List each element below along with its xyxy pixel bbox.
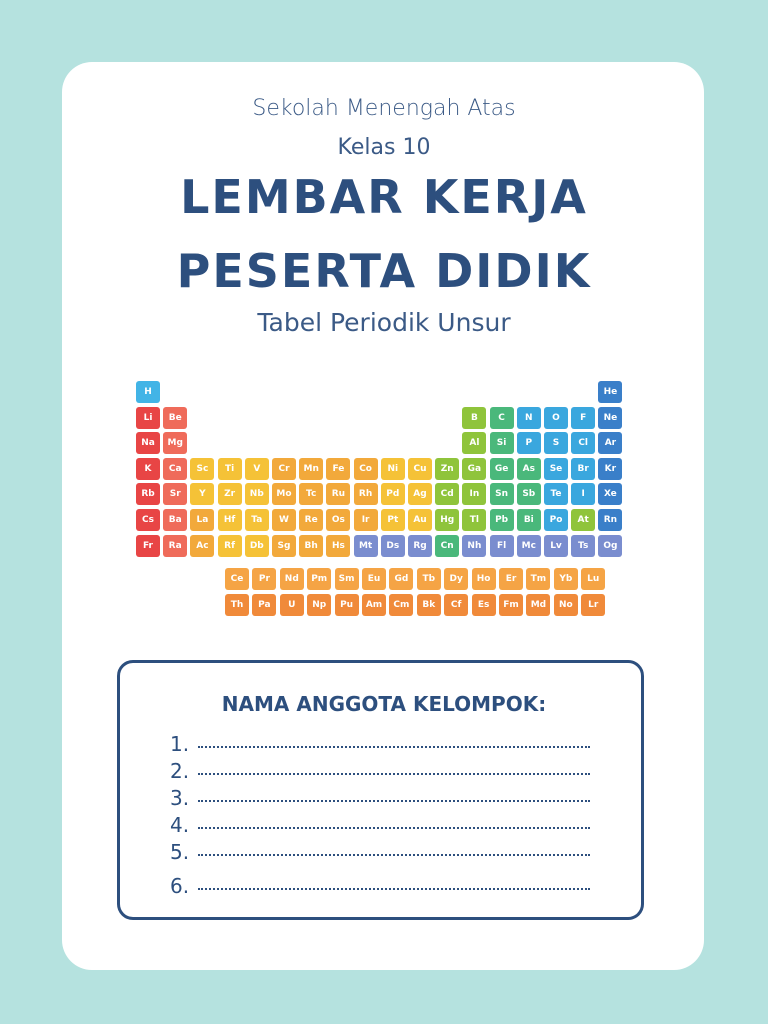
- element-pt: Pt: [381, 509, 405, 531]
- element-hg: Hg: [435, 509, 459, 531]
- element-ce: Ce: [225, 568, 249, 590]
- element-at: At: [571, 509, 595, 531]
- element-ar: Ar: [598, 432, 622, 454]
- element-rb: Rb: [136, 483, 160, 505]
- element-na: Na: [136, 432, 160, 454]
- title-line-2: PESERTA DIDIK: [176, 244, 592, 298]
- element-ra: Ra: [163, 535, 187, 557]
- element-os: Os: [326, 509, 350, 531]
- element-mn: Mn: [299, 458, 323, 480]
- element-ti: Ti: [218, 458, 242, 480]
- element-bh: Bh: [299, 535, 323, 557]
- element-th: Th: [225, 594, 249, 616]
- element-la: La: [190, 509, 214, 531]
- member-number: 4.: [170, 813, 190, 837]
- element-pu: Pu: [335, 594, 359, 616]
- element-f: F: [571, 407, 595, 429]
- member-line-3[interactable]: [170, 786, 590, 810]
- element-in: In: [462, 483, 486, 505]
- member-number: 1.: [170, 732, 190, 756]
- element-tb: Tb: [417, 568, 441, 590]
- element-cr: Cr: [272, 458, 296, 480]
- element-cf: Cf: [444, 594, 468, 616]
- element-o: O: [544, 407, 568, 429]
- element-es: Es: [472, 594, 496, 616]
- element-co: Co: [354, 458, 378, 480]
- element-mo: Mo: [272, 483, 296, 505]
- element-fl: Fl: [490, 535, 514, 557]
- dotted-line: [198, 887, 590, 890]
- school-name: Sekolah Menengah Atas: [252, 96, 516, 121]
- element-ts: Ts: [571, 535, 595, 557]
- dotted-line: [198, 772, 590, 775]
- element-cu: Cu: [408, 458, 432, 480]
- element-mg: Mg: [163, 432, 187, 454]
- dotted-line: [198, 745, 590, 748]
- element-n: N: [517, 407, 541, 429]
- title-line-1: LEMBAR KERJA: [180, 170, 588, 224]
- element-se: Se: [544, 458, 568, 480]
- element-cm: Cm: [389, 594, 413, 616]
- element-hs: Hs: [326, 535, 350, 557]
- element-ne: Ne: [598, 407, 622, 429]
- element-rn: Rn: [598, 509, 622, 531]
- element-b: B: [462, 407, 486, 429]
- member-line-5[interactable]: [170, 840, 590, 864]
- element-db: Db: [245, 535, 269, 557]
- element-zr: Zr: [218, 483, 242, 505]
- element-mt: Mt: [354, 535, 378, 557]
- element-lu: Lu: [581, 568, 605, 590]
- element-am: Am: [362, 594, 386, 616]
- element-ca: Ca: [163, 458, 187, 480]
- element-og: Og: [598, 535, 622, 557]
- element-be: Be: [163, 407, 187, 429]
- element-ru: Ru: [326, 483, 350, 505]
- element-yb: Yb: [554, 568, 578, 590]
- member-line-4[interactable]: [170, 813, 590, 837]
- dotted-line: [198, 799, 590, 802]
- element-ir: Ir: [354, 509, 378, 531]
- element-i: I: [571, 483, 595, 505]
- element-ds: Ds: [381, 535, 405, 557]
- group-heading: NAMA ANGGOTA KELOMPOK:: [221, 692, 547, 716]
- element-zn: Zn: [435, 458, 459, 480]
- element-fr: Fr: [136, 535, 160, 557]
- element-pa: Pa: [252, 594, 276, 616]
- element-eu: Eu: [362, 568, 386, 590]
- element-bk: Bk: [417, 594, 441, 616]
- element-nh: Nh: [462, 535, 486, 557]
- dotted-line: [198, 853, 590, 856]
- element-er: Er: [499, 568, 523, 590]
- element-sr: Sr: [163, 483, 187, 505]
- element-ta: Ta: [245, 509, 269, 531]
- member-line-6[interactable]: [170, 874, 590, 898]
- element-nb: Nb: [245, 483, 269, 505]
- element-lv: Lv: [544, 535, 568, 557]
- element-rh: Rh: [354, 483, 378, 505]
- element-hf: Hf: [218, 509, 242, 531]
- element-ni: Ni: [381, 458, 405, 480]
- element-si: Si: [490, 432, 514, 454]
- element-h: H: [136, 381, 160, 403]
- element-md: Md: [526, 594, 550, 616]
- element-dy: Dy: [444, 568, 468, 590]
- member-number: 3.: [170, 786, 190, 810]
- element-po: Po: [544, 509, 568, 531]
- element-cl: Cl: [571, 432, 595, 454]
- element-as: As: [517, 458, 541, 480]
- element-k: K: [136, 458, 160, 480]
- dotted-line: [198, 826, 590, 829]
- element-w: W: [272, 509, 296, 531]
- element-c: C: [490, 407, 514, 429]
- element-pr: Pr: [252, 568, 276, 590]
- element-rg: Rg: [408, 535, 432, 557]
- element-sc: Sc: [190, 458, 214, 480]
- element-ag: Ag: [408, 483, 432, 505]
- element-rf: Rf: [218, 535, 242, 557]
- element-te: Te: [544, 483, 568, 505]
- member-number: 2.: [170, 759, 190, 783]
- member-number: 5.: [170, 840, 190, 864]
- element-fe: Fe: [326, 458, 350, 480]
- element-cs: Cs: [136, 509, 160, 531]
- element-p: P: [517, 432, 541, 454]
- grade-label: Kelas 10: [337, 135, 431, 160]
- element-pb: Pb: [490, 509, 514, 531]
- element-fm: Fm: [499, 594, 523, 616]
- element-sm: Sm: [335, 568, 359, 590]
- member-line-2[interactable]: [170, 759, 590, 783]
- element-kr: Kr: [598, 458, 622, 480]
- element-sn: Sn: [490, 483, 514, 505]
- element-al: Al: [462, 432, 486, 454]
- element-mc: Mc: [517, 535, 541, 557]
- element-ga: Ga: [462, 458, 486, 480]
- subtitle: Tabel Periodik Unsur: [257, 308, 511, 337]
- element-pd: Pd: [381, 483, 405, 505]
- element-lr: Lr: [581, 594, 605, 616]
- element-cd: Cd: [435, 483, 459, 505]
- element-re: Re: [299, 509, 323, 531]
- element-no: No: [554, 594, 578, 616]
- member-number: 6.: [170, 874, 190, 898]
- element-br: Br: [571, 458, 595, 480]
- element-tm: Tm: [526, 568, 550, 590]
- element-ac: Ac: [190, 535, 214, 557]
- element-xe: Xe: [598, 483, 622, 505]
- element-ba: Ba: [163, 509, 187, 531]
- element-cn: Cn: [435, 535, 459, 557]
- element-au: Au: [408, 509, 432, 531]
- element-gd: Gd: [389, 568, 413, 590]
- element-sg: Sg: [272, 535, 296, 557]
- element-s: S: [544, 432, 568, 454]
- element-y: Y: [190, 483, 214, 505]
- element-pm: Pm: [307, 568, 331, 590]
- element-bi: Bi: [517, 509, 541, 531]
- element-sb: Sb: [517, 483, 541, 505]
- element-nd: Nd: [280, 568, 304, 590]
- element-ho: Ho: [472, 568, 496, 590]
- element-np: Np: [307, 594, 331, 616]
- element-ge: Ge: [490, 458, 514, 480]
- element-he: He: [598, 381, 622, 403]
- element-li: Li: [136, 407, 160, 429]
- element-tc: Tc: [299, 483, 323, 505]
- element-v: V: [245, 458, 269, 480]
- element-tl: Tl: [462, 509, 486, 531]
- member-line-1[interactable]: [170, 732, 590, 756]
- element-u: U: [280, 594, 304, 616]
